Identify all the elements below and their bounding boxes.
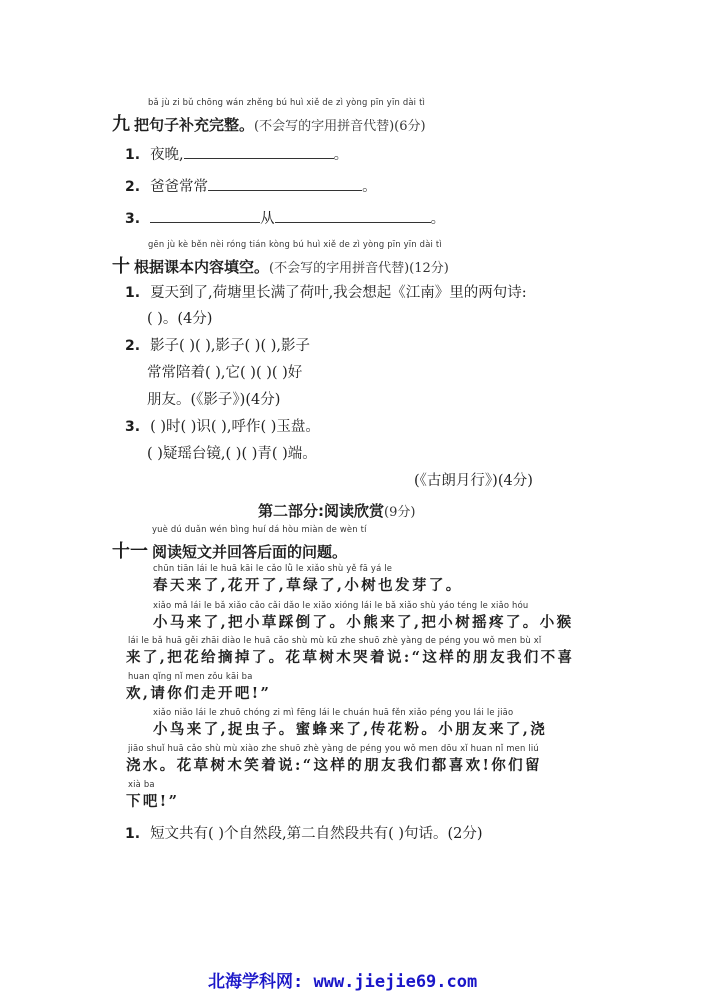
s10-question-3: 3. ( )时( )识( ),呼作( )玉盘。: [125, 419, 320, 435]
passage-line: 小马来了,把小草踩倒了。小熊来了,把小树摇疼了。小猴: [153, 614, 574, 631]
s10-q3-line2: ( )疑瑶台镜,( )( )青( )端。: [147, 446, 317, 462]
section-title: 把句子补充完整。: [134, 116, 255, 134]
s9-question-1: 1. 夜晚, 。: [125, 143, 348, 164]
answer-blank[interactable]: [275, 208, 431, 223]
section10-heading: [112, 252, 449, 278]
passage-pinyin: lái le bǎ huā gěi zhāi diào le huā cǎo shù mù kū zhe shuō zhè yàng de péng you wǒ men bù xǐ: [128, 635, 542, 645]
s9-question-2: 2. 爸爸常常 。: [125, 175, 377, 196]
section11-pinyin: yuè dú duǎn wén bìng huí dá hòu miàn de wèn tí: [152, 524, 367, 534]
s11-question-1: 1. 短文共有( )个自然段,第二自然段共有( )句话。(2分): [125, 826, 483, 842]
s10-q1-line2: ( )。(4分): [147, 311, 213, 327]
section-number: 十: [112, 256, 130, 277]
passage-pinyin: huan qǐng nǐ men zǒu kāi ba: [128, 671, 253, 681]
s10-question-1: 1. 夏天到了,荷塘里长满了荷叶,我会想起《江南》里的两句诗:: [125, 285, 527, 301]
answer-blank[interactable]: [150, 208, 260, 223]
passage-line: 来了,把花给摘掉了。花草树木哭着说:“这样的朋友我们不喜: [126, 649, 575, 666]
section-title: 根据课本内容填空。: [134, 258, 270, 276]
passage-line: 春天来了,花开了,草绿了,小树也发芽了。: [153, 577, 463, 594]
passage-pinyin: chūn tiān lái le huā kāi le cǎo lǜ le xiǎo shù yě fā yá le: [153, 563, 393, 573]
section-number: 十一: [112, 541, 148, 562]
passage-pinyin: xiǎo niǎo lái le zhuō chóng zi mì fēng lái le chuán huā fěn xiǎo péng you lái le jiāo: [153, 707, 514, 717]
passage-pinyin: xiǎo mǎ lái le bǎ xiǎo cǎo cǎi dǎo le xiǎo xióng lái le bǎ xiǎo shù yáo téng le xiǎo hóu: [153, 600, 529, 610]
passage-line: 欢,请你们走开吧!”: [126, 685, 272, 702]
answer-blank[interactable]: [208, 176, 362, 191]
section-note: (不会写的字用拼音代替)(6分): [254, 119, 426, 134]
section-note: (不会写的字用拼音代替)(12分): [269, 261, 449, 276]
s10-q3-line3: (《古朗月行》)(4分): [414, 473, 533, 489]
section9-pinyin: bǎ jù zi bǔ chōng wán zhěng bú huì xiě de zì yòng pīn yīn dài tì: [148, 97, 426, 107]
section-title: 阅读短文并回答后面的问题。: [152, 543, 348, 561]
section11-heading: [112, 537, 347, 563]
section10-pinyin: gēn jù kè běn nèi róng tián kòng bú huì xiě de zì yòng pīn yīn dài tì: [148, 239, 442, 249]
section9-heading: [112, 110, 426, 136]
s10-q2-line2: 常常陪着( ),它( )( )( )好: [147, 365, 303, 381]
answer-blank[interactable]: [184, 144, 334, 159]
passage-pinyin: xià ba: [128, 779, 155, 789]
passage-line: 小鸟来了,捉虫子。蜜蜂来了,传花粉。小朋友来了,浇: [153, 721, 548, 738]
part2-title: 第二部分:阅读欣赏(9分): [258, 502, 416, 520]
s10-q2-line3: 朋友。(《影子》)(4分): [147, 392, 281, 408]
section-number: 九: [112, 114, 130, 135]
footer-watermark: 北海学科网: www.jiejie69.com: [208, 972, 478, 992]
passage-pinyin: jiāo shuǐ huā cǎo shù mù xiào zhe shuō zhè yàng de péng you wǒ men dōu xǐ huan nǐ men liú: [128, 743, 539, 753]
s9-question-3: 3. 从 。: [125, 207, 445, 228]
s10-question-2: 2. 影子( )( ),影子( )( ),影子: [125, 338, 310, 354]
passage-line: 浇水。花草树木笑着说:“这样的朋友我们都喜欢!你们留: [126, 757, 542, 774]
passage-line: 下吧!”: [126, 793, 180, 810]
